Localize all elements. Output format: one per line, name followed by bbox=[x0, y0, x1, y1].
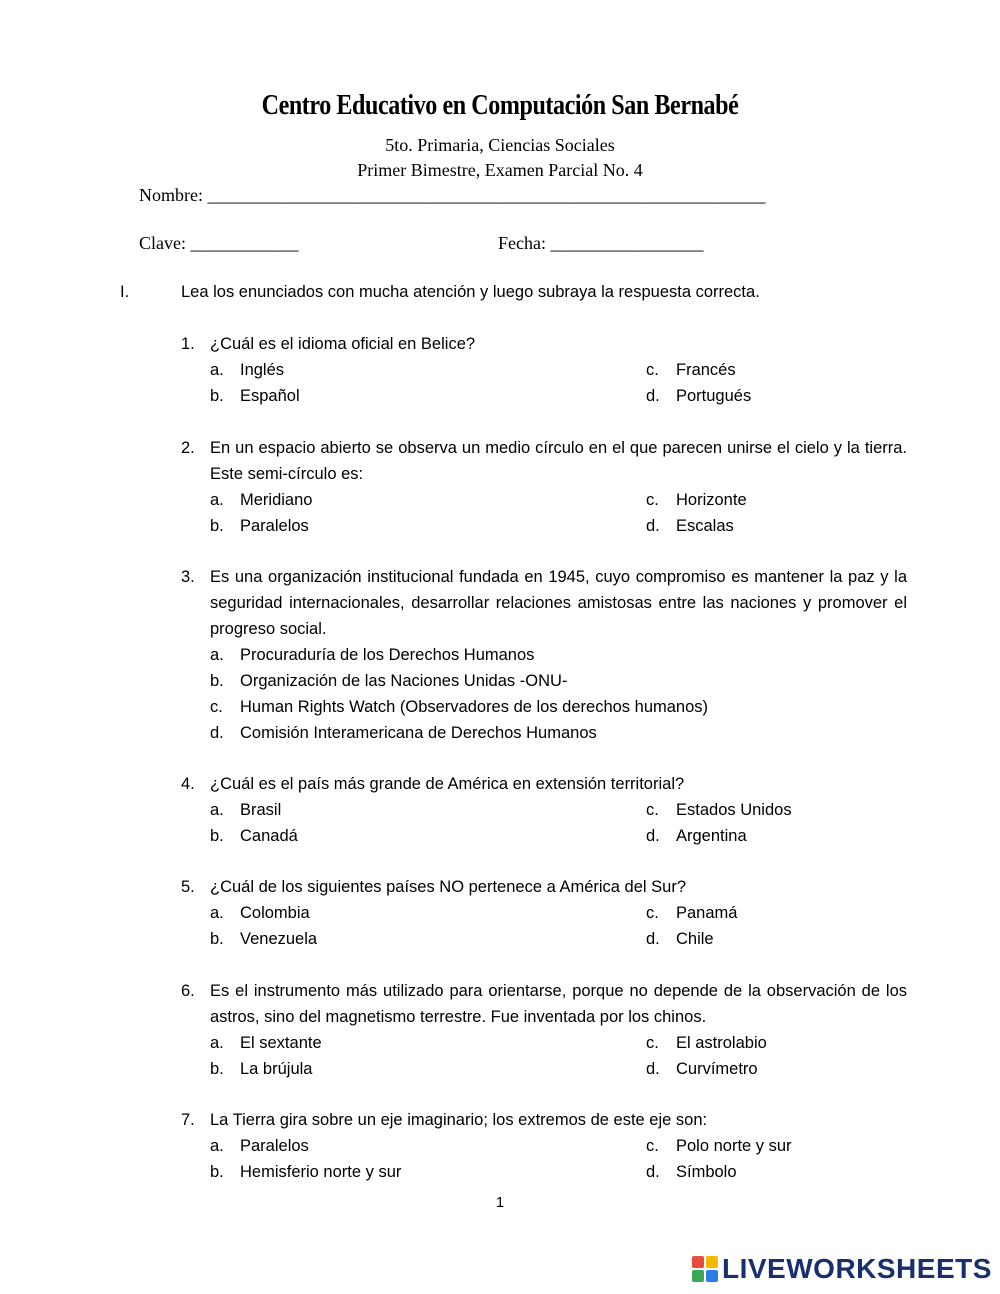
option-text: Curvímetro bbox=[676, 1060, 758, 1078]
option-1c[interactable] bbox=[646, 357, 736, 383]
option-text: Venezuela bbox=[240, 930, 318, 948]
question-text: La Tierra gira sobre un eje imaginario; los extremos de este eje son: bbox=[210, 1111, 708, 1129]
option-3d[interactable] bbox=[210, 720, 597, 746]
option-1a[interactable] bbox=[210, 357, 284, 383]
option-letter: b. bbox=[210, 672, 224, 690]
option-letter: d. bbox=[646, 387, 660, 405]
option-5a[interactable] bbox=[210, 900, 310, 926]
option-text: Escalas bbox=[676, 517, 734, 535]
option-3c[interactable] bbox=[210, 694, 708, 720]
question-text: ¿Cuál es el idioma oficial en Belice? bbox=[210, 335, 476, 353]
option-3b[interactable] bbox=[210, 668, 567, 694]
question-number: 3. bbox=[181, 568, 195, 586]
question-number: 4. bbox=[181, 775, 195, 793]
option-letter: a. bbox=[210, 361, 224, 379]
option-text: Símbolo bbox=[676, 1163, 737, 1181]
option-1b[interactable] bbox=[210, 383, 300, 409]
option-text: Polo norte y sur bbox=[676, 1137, 792, 1155]
option-letter: d. bbox=[646, 1163, 660, 1181]
question-text: ¿Cuál es el país más grande de América en extensión territorial? bbox=[210, 775, 685, 793]
option-text: Argentina bbox=[676, 827, 747, 845]
option-letter: d. bbox=[646, 930, 660, 948]
option-letter: a. bbox=[210, 646, 224, 664]
option-letter: a. bbox=[210, 904, 224, 922]
question-number: 2. bbox=[181, 439, 195, 457]
question-text: Es una organización institucional fundada en 1945, cuyo compromiso es mantener la paz y la seguridad internacionales, desarrollar relaciones amistosas entre las naciones y promover el progreso social. bbox=[210, 568, 907, 638]
logo-tile-blue bbox=[706, 1270, 718, 1282]
option-6a[interactable] bbox=[210, 1030, 322, 1056]
option-text: Organización de las Naciones Unidas -ONU- bbox=[240, 672, 568, 690]
option-letter: d. bbox=[646, 517, 660, 535]
question-text: ¿Cuál de los siguientes países NO pertenece a América del Sur? bbox=[210, 878, 687, 896]
option-letter: b. bbox=[210, 1163, 224, 1181]
liveworksheets-logo bbox=[692, 1253, 992, 1285]
option-6c[interactable] bbox=[646, 1030, 767, 1056]
option-text: El sextante bbox=[240, 1034, 322, 1052]
option-text: Paralelos bbox=[240, 1137, 309, 1155]
option-letter: c. bbox=[646, 361, 659, 379]
logo-tile-yellow bbox=[706, 1256, 718, 1268]
option-text: Horizonte bbox=[676, 491, 747, 509]
option-text: Meridiano bbox=[240, 491, 313, 509]
option-letter: a. bbox=[210, 1137, 224, 1155]
option-4a[interactable] bbox=[210, 797, 281, 823]
option-text: Brasil bbox=[240, 801, 282, 819]
option-letter: b. bbox=[210, 517, 224, 535]
option-7b[interactable] bbox=[210, 1159, 401, 1185]
option-5d[interactable] bbox=[646, 926, 714, 952]
exam-subtitle: Primer Bimestre, Examen Parcial No. 4 bbox=[357, 160, 643, 180]
question-number: 6. bbox=[181, 982, 195, 1000]
option-text: Panamá bbox=[676, 904, 738, 922]
option-3a[interactable] bbox=[210, 642, 534, 668]
option-4b[interactable] bbox=[210, 823, 298, 849]
option-text: Hemisferio norte y sur bbox=[240, 1163, 402, 1181]
grade-subtitle: 5to. Primaria, Ciencias Sociales bbox=[385, 135, 615, 155]
option-letter: d. bbox=[646, 1060, 660, 1078]
option-text: Español bbox=[240, 387, 300, 405]
option-text: Colombia bbox=[240, 904, 310, 922]
option-7a[interactable] bbox=[210, 1133, 309, 1159]
option-text: Estados Unidos bbox=[676, 801, 792, 819]
option-letter: b. bbox=[210, 827, 224, 845]
question-number: 5. bbox=[181, 878, 195, 896]
option-text: Canadá bbox=[240, 827, 298, 845]
question-number: 1. bbox=[181, 335, 195, 353]
option-letter: b. bbox=[210, 930, 224, 948]
option-letter: a. bbox=[210, 801, 224, 819]
option-letter: d. bbox=[646, 827, 660, 845]
option-letter: c. bbox=[646, 491, 659, 509]
option-7d[interactable] bbox=[646, 1159, 737, 1185]
question-text: En un espacio abierto se observa un medio círculo en el que parecen unirse el cielo y la tierra. Este semi-círculo es: bbox=[210, 439, 907, 483]
clave-field[interactable]: Clave: ____________ bbox=[139, 233, 299, 253]
nombre-field[interactable]: Nombre: ______________________________________________________________ bbox=[139, 185, 766, 205]
option-text: Chile bbox=[676, 930, 714, 948]
option-letter: d. bbox=[210, 724, 224, 742]
option-text: Procuraduría de los Derechos Humanos bbox=[240, 646, 535, 664]
option-text: Comisión Interamericana de Derechos Humanos bbox=[240, 724, 597, 742]
option-letter: a. bbox=[210, 491, 224, 509]
option-text: Human Rights Watch (Observadores de los derechos humanos) bbox=[240, 698, 709, 716]
option-5c[interactable] bbox=[646, 900, 737, 926]
question-text: Es el instrumento más utilizado para orientarse, porque no depende de la observación de los astros, sino del magnetismo terrestre. Fue inventada por los chinos. bbox=[210, 982, 907, 1026]
option-7c[interactable] bbox=[646, 1133, 792, 1159]
option-text: El astrolabio bbox=[676, 1034, 767, 1052]
option-5b[interactable] bbox=[210, 926, 317, 952]
option-text: Inglés bbox=[240, 361, 285, 379]
question-number: 7. bbox=[181, 1111, 195, 1129]
option-6d[interactable] bbox=[646, 1056, 758, 1082]
option-text: Paralelos bbox=[240, 517, 309, 535]
option-4d[interactable] bbox=[646, 823, 747, 849]
logo-text: LIVEWORKSHEETS bbox=[722, 1253, 992, 1284]
section-instruction: Lea los enunciados con mucha atención y luego subraya la respuesta correcta. bbox=[181, 283, 760, 301]
option-letter: c. bbox=[646, 801, 659, 819]
option-letter: c. bbox=[210, 698, 223, 716]
option-4c[interactable] bbox=[646, 797, 792, 823]
page-number: 1 bbox=[495, 1194, 505, 1211]
section-number: I. bbox=[120, 283, 130, 301]
option-2d[interactable] bbox=[646, 513, 734, 539]
option-letter: c. bbox=[646, 1034, 659, 1052]
option-text: Francés bbox=[676, 361, 736, 379]
option-6b[interactable] bbox=[210, 1056, 312, 1082]
option-text: La brújula bbox=[240, 1060, 313, 1078]
school-title: Centro Educativo en Computación San Bernabé bbox=[261, 90, 739, 121]
option-text: Portugués bbox=[676, 387, 752, 405]
option-2b[interactable] bbox=[210, 513, 309, 539]
liveworksheets-logo-icon bbox=[692, 1256, 718, 1282]
option-letter: b. bbox=[210, 1060, 224, 1078]
logo-tile-green bbox=[692, 1270, 704, 1282]
option-2a[interactable] bbox=[210, 487, 312, 513]
option-letter: c. bbox=[646, 1137, 659, 1155]
option-letter: a. bbox=[210, 1034, 224, 1052]
fecha-field[interactable]: Fecha: _________________ bbox=[498, 233, 704, 253]
logo-tile-red bbox=[692, 1256, 704, 1268]
option-2c[interactable] bbox=[646, 487, 747, 513]
option-letter: c. bbox=[646, 904, 659, 922]
option-1d[interactable] bbox=[646, 383, 751, 409]
option-letter: b. bbox=[210, 387, 224, 405]
